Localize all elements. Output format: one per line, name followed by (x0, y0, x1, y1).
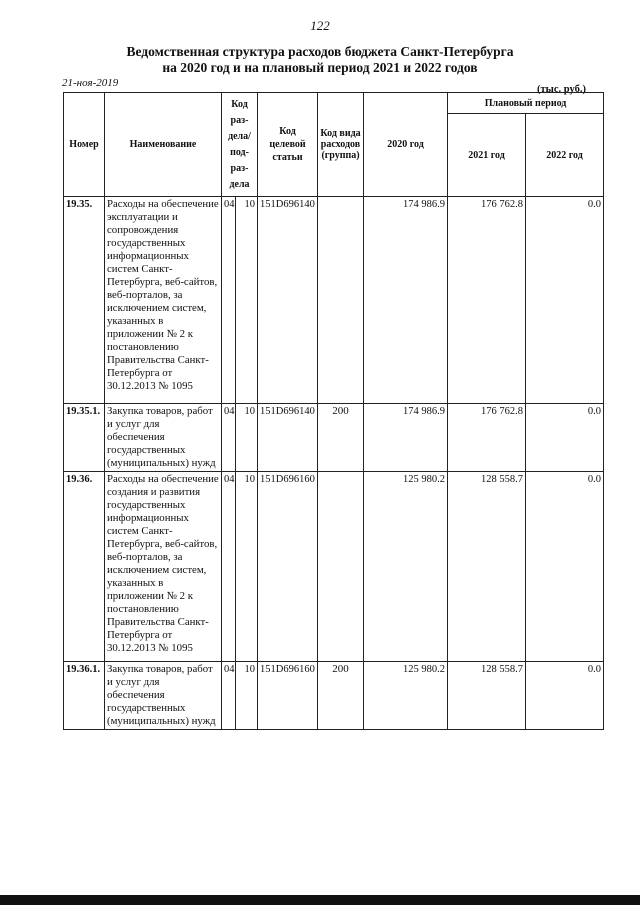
row-2022: 0.0 (526, 197, 604, 404)
row-name: Расходы на обеспечение создания и развития государственных информационных систем Санкт-Петербурга, веб-сайтов, веб-порталов, за исключением систем, указанных в приложении № 2 к постановлению Правительства Санкт-Петербурга от 30.12.2013 № 1095 (105, 472, 222, 662)
row-name: Закупка товаров, работ и услуг для обеспечения государственных (муниципальных) нужд (105, 662, 222, 730)
header-2022: 2022 год (526, 114, 604, 197)
header-planned-period: Плановый период (448, 93, 604, 114)
row-target-code: 151D696160 (258, 662, 318, 730)
row-target-code: 151D696140 (258, 404, 318, 472)
page-number: 122 (310, 18, 330, 33)
row-razdel: 04 (222, 404, 236, 472)
row-razdel: 04 (222, 197, 236, 404)
row-2020: 125 980.2 (364, 662, 448, 730)
row-number: 19.35. (64, 197, 105, 404)
header-name: Наименование (105, 93, 222, 197)
row-podrazdel: 10 (236, 472, 258, 662)
row-2021: 176 762.8 (448, 197, 526, 404)
header-number: Номер (64, 93, 105, 197)
table-row (64, 197, 604, 404)
row-podrazdel: 10 (236, 662, 258, 730)
row-2022: 0.0 (526, 472, 604, 662)
row-podrazdel: 10 (236, 197, 258, 404)
row-name: Закупка товаров, работ и услуг для обеспечения государственных (муниципальных) нужд (105, 404, 222, 472)
row-razdel: 04 (222, 662, 236, 730)
row-2021: 128 558.7 (448, 472, 526, 662)
row-target-code: 151D696140 (258, 197, 318, 404)
title-line-2: на 2020 год и на плановый период 2021 и 2022 годов (162, 60, 478, 75)
row-2020: 174 986.9 (364, 197, 448, 404)
header-razdel: Код раз-дела/ под-раз-дела (222, 93, 258, 197)
header-2021: 2021 год (448, 114, 526, 197)
row-number: 19.35.1. (64, 404, 105, 472)
header-target-code: Код целевой статьи (258, 93, 318, 197)
title-line-1: Ведомственная структура расходов бюджета Санкт-Петербурга (126, 44, 514, 59)
header-expense-type: Код вида расходов (группа) (318, 93, 364, 197)
row-2021: 128 558.7 (448, 662, 526, 730)
row-2022: 0.0 (526, 404, 604, 472)
budget-table (63, 92, 604, 730)
units-label: (тыс. руб.) (537, 84, 586, 95)
row-expense-type: 200 (318, 404, 364, 472)
row-number: 19.36. (64, 472, 105, 662)
row-razdel: 04 (222, 472, 236, 662)
row-expense-type (318, 197, 364, 404)
document-date: 21-ноя-2019 (62, 77, 119, 89)
row-expense-type: 200 (318, 662, 364, 730)
row-name: Расходы на обеспечение эксплуатации и сопровождения государственных информационных систем Санкт-Петербурга, веб-сайтов, веб-порталов, за исключением систем, указанных в приложении № 2 к постановлению Правительства Санкт-Петербурга от 30.12.2013 № 1095 (105, 197, 222, 404)
row-podrazdel: 10 (236, 404, 258, 472)
table-row (64, 404, 604, 472)
row-target-code: 151D696160 (258, 472, 318, 662)
document-title (0, 44, 640, 76)
row-2022: 0.0 (526, 662, 604, 730)
row-expense-type (318, 472, 364, 662)
header-2020: 2020 год (364, 93, 448, 197)
table-row (64, 472, 604, 662)
row-2021: 176 762.8 (448, 404, 526, 472)
scan-edge-bar (0, 895, 640, 905)
row-number: 19.36.1. (64, 662, 105, 730)
row-2020: 174 986.9 (364, 404, 448, 472)
table-row (64, 662, 604, 730)
row-2020: 125 980.2 (364, 472, 448, 662)
